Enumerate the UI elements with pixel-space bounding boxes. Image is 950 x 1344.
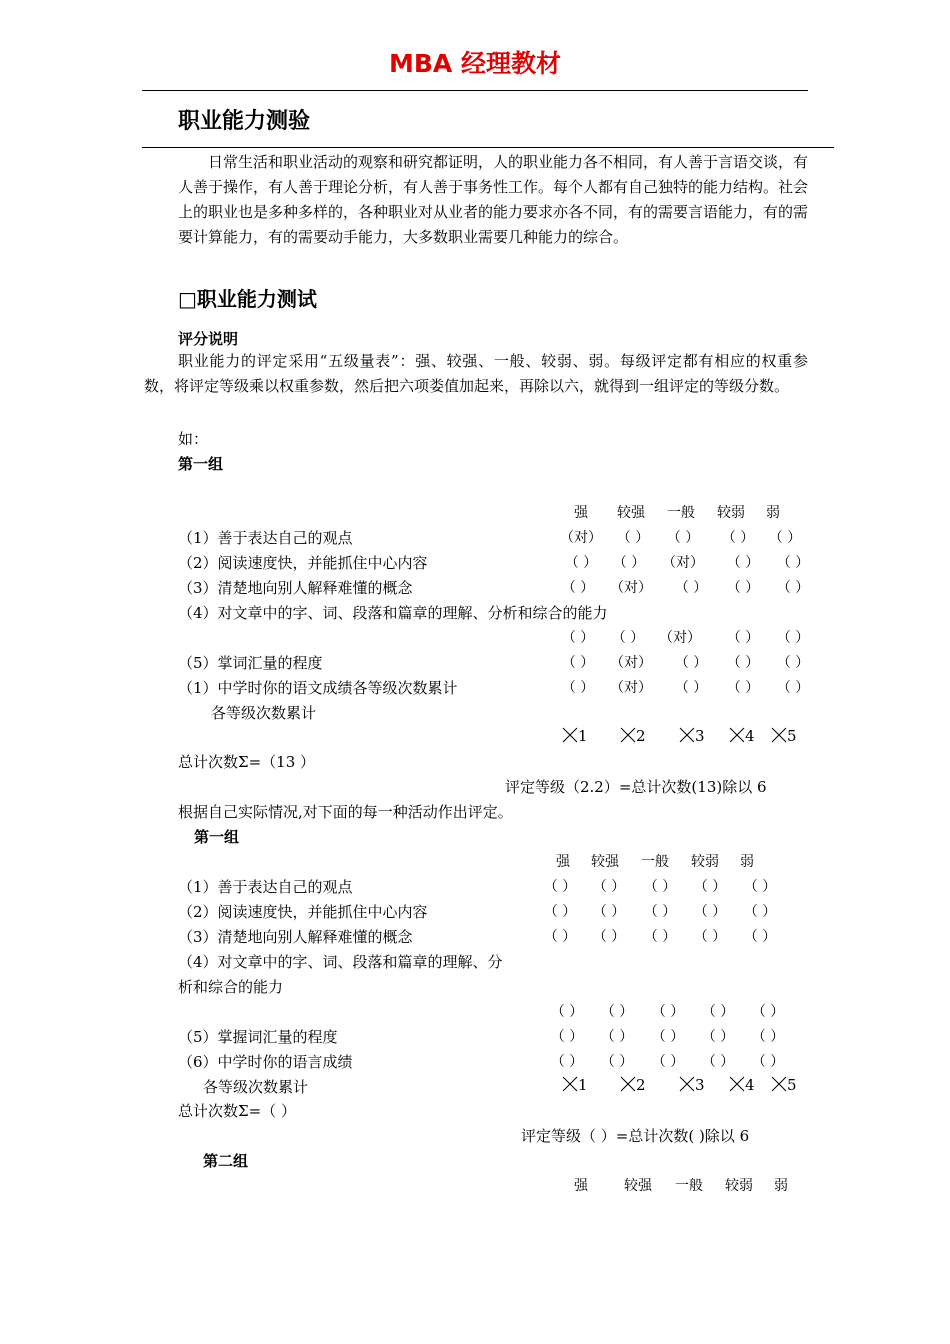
group2-header-fairly-weak: 较弱 xyxy=(725,1178,753,1194)
title-divider xyxy=(142,147,834,148)
group1-item-label: （4）对文章中的字、词、段落和篇章的理解、分 xyxy=(178,953,503,971)
example-rating-mark: （ ） xyxy=(561,580,595,596)
group1-rating-formula: 评定等级（ ）=总计次数( )除以 6 xyxy=(521,1127,750,1145)
group1-rating-mark[interactable]: （ ） xyxy=(651,1004,685,1020)
example-item-label: （2）阅读速度快，并能抓住中心内容 xyxy=(178,554,428,572)
example-rating-formula: 评定等级（2.2）=总计次数(13)除以 6 xyxy=(505,778,767,796)
group1-item-label-continued: 析和综合的能力 xyxy=(178,978,284,996)
example-multiplier: 3 xyxy=(679,727,705,745)
group2-title: 第二组 xyxy=(203,1152,249,1170)
document-title: 职业能力测验 xyxy=(178,109,311,134)
group1-rating-mark[interactable]: （ ） xyxy=(643,879,677,895)
group1-rating-mark[interactable]: （ ） xyxy=(550,1054,584,1070)
group1-rating-mark[interactable]: （ ） xyxy=(651,1029,685,1045)
example-rating-mark: （ ） xyxy=(666,530,700,546)
example-rating-mark: （对） xyxy=(610,680,652,696)
example-item-label: （3）清楚地向别人解释难懂的概念 xyxy=(178,579,413,597)
group1-rating-mark[interactable]: （ ） xyxy=(751,1029,785,1045)
group2-header-strong: 强 xyxy=(574,1178,588,1194)
multiply-icon xyxy=(620,727,636,743)
group1-rating-mark[interactable]: （ ） xyxy=(643,904,677,920)
example-rating-mark: （ ） xyxy=(612,555,646,571)
group1-rating-mark[interactable]: （ ） xyxy=(600,1054,634,1070)
example-cumulative-label: 各等级次数累计 xyxy=(211,704,317,722)
example-multiplier: 1 xyxy=(562,727,588,745)
example-rating-mark: （ ） xyxy=(768,530,802,546)
group1-rating-mark[interactable]: （ ） xyxy=(751,1004,785,1020)
group1-rating-mark[interactable]: （ ） xyxy=(600,1004,634,1020)
multiply-icon xyxy=(679,1076,695,1092)
example-rating-mark: （ ） xyxy=(674,680,708,696)
example-rating-mark: （ ） xyxy=(776,680,810,696)
example-header-weak: 弱 xyxy=(766,505,780,521)
example-total: 总计次数Σ=（13 ） xyxy=(178,753,316,771)
group1-rating-mark[interactable]: （ ） xyxy=(751,1054,785,1070)
group1-rating-mark[interactable]: （ ） xyxy=(743,879,777,895)
group1-rating-mark[interactable]: （ ） xyxy=(643,929,677,945)
multiply-icon xyxy=(620,1076,636,1092)
multiply-icon xyxy=(562,1076,578,1092)
multiply-icon xyxy=(729,727,745,743)
example-rating-mark: （ ） xyxy=(776,630,810,646)
example-item-label: （1）善于表达自己的观点 xyxy=(178,529,353,547)
multiply-icon xyxy=(771,727,787,743)
example-header-fairly-weak: 较弱 xyxy=(717,505,745,521)
example-rating-mark: （对） xyxy=(560,530,602,546)
group1-header-fairly-strong: 较强 xyxy=(591,854,619,870)
example-label: 如： xyxy=(178,430,209,448)
example-header-fairly-strong: 较强 xyxy=(617,505,645,521)
group2-header-average: 一般 xyxy=(675,1178,703,1194)
example-rating-mark: （对） xyxy=(662,555,704,571)
group1-item-label: （6）中学时你的语言成绩 xyxy=(178,1053,353,1071)
group1-rating-mark[interactable]: （ ） xyxy=(600,1029,634,1045)
group1-rating-mark[interactable]: （ ） xyxy=(693,879,727,895)
scoring-heading: 评分说明 xyxy=(178,330,239,348)
example-item-label: （5）掌词汇量的程度 xyxy=(178,654,323,672)
example-rating-mark: （对） xyxy=(659,630,701,646)
group1-rating-mark[interactable]: （ ） xyxy=(693,929,727,945)
multiply-icon xyxy=(679,727,695,743)
group1-rating-mark[interactable]: （ ） xyxy=(592,904,626,920)
example-rating-mark: （ ） xyxy=(726,655,760,671)
example-rating-mark: （ ） xyxy=(726,580,760,596)
header-title: MBA 经理教材 xyxy=(389,49,561,78)
group1-rating-mark[interactable]: （ ） xyxy=(743,904,777,920)
group2-header-weak: 弱 xyxy=(774,1178,788,1194)
group1-header-fairly-weak: 较弱 xyxy=(691,854,719,870)
group1-multiplier: 1 xyxy=(562,1076,588,1094)
group1-item-label: （2）阅读速度快，并能抓住中心内容 xyxy=(178,903,428,921)
example-rating-mark: （ ） xyxy=(776,580,810,596)
group1-title: 第一组 xyxy=(194,828,240,846)
example-rating-mark: （ ） xyxy=(776,655,810,671)
header-divider xyxy=(142,90,808,91)
example-header-average: 一般 xyxy=(667,505,695,521)
group1-header-weak: 弱 xyxy=(740,854,754,870)
example-rating-mark: （ ） xyxy=(726,555,760,571)
group1-total: 总计次数Σ=（ ） xyxy=(178,1102,296,1120)
example-rating-mark: （ ） xyxy=(561,655,595,671)
group2-header-fairly-strong: 较强 xyxy=(624,1178,652,1194)
group1-header-strong: 强 xyxy=(556,854,570,870)
example-rating-mark: （ ） xyxy=(721,530,755,546)
group1-rating-mark[interactable]: （ ） xyxy=(543,929,577,945)
group1-rating-mark[interactable]: （ ） xyxy=(743,929,777,945)
example-multiplier: 5 xyxy=(771,727,797,745)
example-multiplier: 4 xyxy=(729,727,755,745)
intro-paragraph: 日常生活和职业活动的观察和研究都证明，人的职业能力各不相同，有人善于言语交谈，有人善于操作，有人善于理论分析，有人善于事务性工作。每个人都有自己独特的能力结构。社会上的职业也是多种多样的，各种职业对从业者的能力要求亦各不同，有的需要言语能力，有的需要计算能力，有的需要动手能力，大多数职业需要几种能力的综合。 xyxy=(178,153,809,246)
example-rating-mark: （对） xyxy=(610,580,652,596)
group1-rating-mark[interactable]: （ ） xyxy=(592,879,626,895)
group1-item-label: （1）善于表达自己的观点 xyxy=(178,878,353,896)
example-rating-mark: （ ） xyxy=(776,555,810,571)
example-group-title: 第一组 xyxy=(178,455,224,473)
group1-rating-mark[interactable]: （ ） xyxy=(701,1004,735,1020)
group1-header-average: 一般 xyxy=(641,854,669,870)
group1-rating-mark[interactable]: （ ） xyxy=(550,1029,584,1045)
example-item-label: （4）对文章中的字、词、段落和篇章的理解、分析和综合的能力 xyxy=(178,604,608,622)
group1-rating-mark[interactable]: （ ） xyxy=(543,904,577,920)
group1-rating-mark[interactable]: （ ） xyxy=(701,1029,735,1045)
example-rating-mark: （ ） xyxy=(564,555,598,571)
example-multiplier: 2 xyxy=(620,727,646,745)
multiply-icon xyxy=(729,1076,745,1092)
group1-rating-mark[interactable]: （ ） xyxy=(592,929,626,945)
example-rating-mark: （ ） xyxy=(674,580,708,596)
multiply-icon xyxy=(562,727,578,743)
group1-multiplier: 5 xyxy=(771,1076,797,1094)
example-rating-mark: （ ） xyxy=(726,630,760,646)
example-rating-mark: （ ） xyxy=(611,630,645,646)
group1-rating-mark[interactable]: （ ） xyxy=(693,904,727,920)
section-title: □职业能力测试 xyxy=(178,287,317,311)
instruction-text: 根据自己实际情况,对下面的每一种活动作出评定。 xyxy=(178,803,513,821)
group1-item-label: （5）掌握词汇量的程度 xyxy=(178,1028,338,1046)
group1-rating-mark[interactable]: （ ） xyxy=(550,1004,584,1020)
example-rating-mark: （ ） xyxy=(674,655,708,671)
example-rating-mark: （ ） xyxy=(561,680,595,696)
scoring-paragraph: 职业能力的评定采用“五级量表”：强、较强、一般、较弱、弱。每级评定都有相应的权重参数，将评定等级乘以权重参数，然后把六项娄值加起来，再除以六，就得到一组评定的等级分数。 xyxy=(144,352,808,395)
multiply-icon xyxy=(771,1076,787,1092)
example-rating-mark: （ ） xyxy=(616,530,650,546)
group1-rating-mark[interactable]: （ ） xyxy=(701,1054,735,1070)
group1-cumulative-label: 各等级次数累计 xyxy=(203,1078,309,1096)
example-rating-mark: （对） xyxy=(610,655,652,671)
group1-multiplier: 3 xyxy=(679,1076,705,1094)
group1-item-label: （3）清楚地向别人解释难懂的概念 xyxy=(178,928,413,946)
group1-multiplier: 4 xyxy=(729,1076,755,1094)
group1-multiplier: 2 xyxy=(620,1076,646,1094)
example-rating-mark: （ ） xyxy=(561,630,595,646)
example-rating-mark: （ ） xyxy=(726,680,760,696)
group1-rating-mark[interactable]: （ ） xyxy=(651,1054,685,1070)
example-header-strong: 强 xyxy=(574,505,588,521)
group1-rating-mark[interactable]: （ ） xyxy=(543,879,577,895)
example-item-label: （1）中学时你的语文成绩各等级次数累计 xyxy=(178,679,458,697)
